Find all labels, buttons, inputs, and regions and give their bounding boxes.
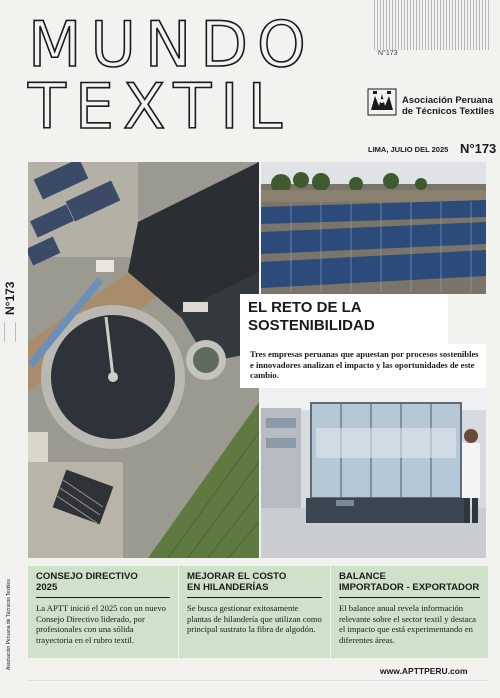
- teaser-rule: [339, 597, 480, 598]
- association-name: Asociación Peruana de Técnicos Textiles: [402, 95, 495, 117]
- teaser-column: [330, 566, 488, 658]
- bottom-rule: [28, 680, 488, 681]
- barcode-issue-number: N°173: [378, 50, 398, 57]
- spine: [0, 0, 22, 698]
- teaser-body: Se busca gestionar exitosamente plantas de hilandería que utilizan como principal sustrato la fibra de algodón.: [187, 603, 322, 635]
- laboratory-machine-photo: [261, 388, 486, 558]
- spine-issue-number: N°173: [3, 281, 17, 315]
- aerial-treatment-plant-photo: [28, 162, 259, 558]
- masthead-title-line1: MUNDO: [28, 8, 315, 81]
- teaser-body: La APTT inició el 2025 con un nuevo Consejo Directivo liderado, por profesionales con una sólida trayectoria en el rubro textil.: [36, 603, 166, 645]
- teaser-rule: [187, 597, 322, 598]
- feature-headline: EL RETO DE LA SOSTENIBILIDAD: [248, 299, 375, 334]
- teaser-heading: BALANCE IMPORTADOR - EXPORTADOR: [339, 571, 480, 593]
- feature-headline-box: [240, 294, 448, 344]
- feature-deck: Tres empresas peruanas que apuestan por procesos sostenibles e innovadores analizan el impacto y las oportunidades de este cambio.: [250, 349, 479, 380]
- feature-deck-box: [240, 344, 486, 388]
- issue-number: N°173: [460, 141, 497, 156]
- teaser-rule: [36, 597, 170, 598]
- spine-divider: [4, 322, 16, 342]
- solar-panels-photo: [261, 162, 486, 294]
- teaser-body: El balance anual revela información relevante sobre el sector textil y destaca el impacto que está experimentando en diferentes áreas.: [339, 603, 476, 645]
- barcode: [374, 0, 490, 50]
- spine-publisher: Asociación Peruana de Técnicos Textiles: [6, 579, 12, 670]
- dateline: LIMA, JULIO DEL 2025: [368, 145, 449, 154]
- website-link[interactable]: www.APTTPERU.com: [380, 666, 468, 676]
- masthead-title-line2: TEXTIL: [28, 70, 292, 143]
- aptt-logo-icon: [367, 88, 397, 116]
- teaser-band: [28, 566, 488, 658]
- teaser-column: [178, 566, 330, 658]
- teaser-heading: MEJORAR EL COSTO EN HILANDERÍAS: [187, 571, 287, 593]
- teaser-heading: CONSEJO DIRECTIVO 2025: [36, 571, 138, 593]
- teaser-column: [28, 566, 178, 658]
